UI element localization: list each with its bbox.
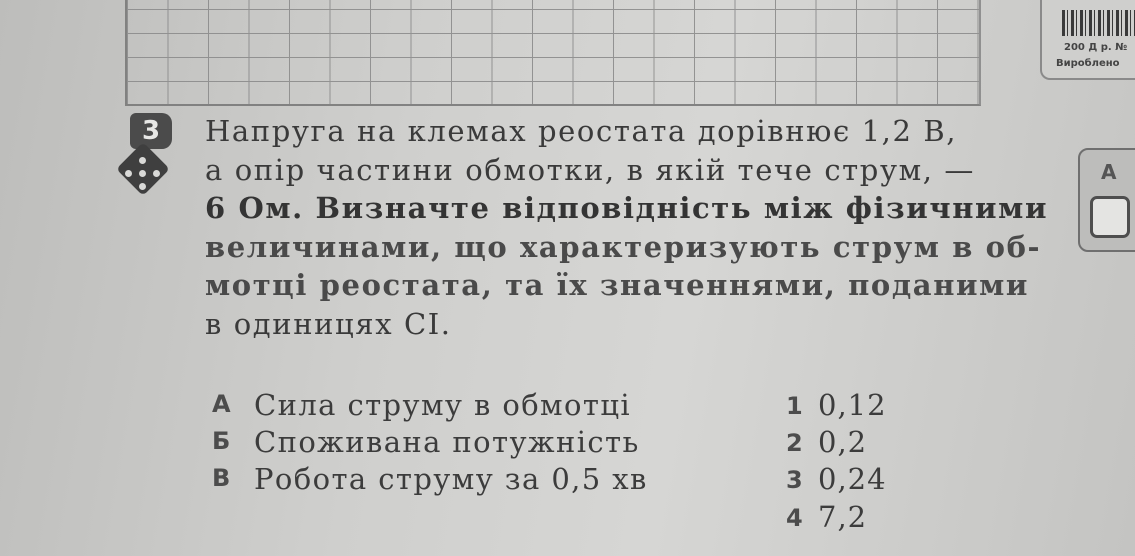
option-letter-a: А (212, 390, 231, 418)
task-question (205, 112, 1049, 343)
difficulty-dot-icon (125, 170, 132, 177)
question-line: 6 Ом. Визначте відповідність між фізичними (205, 191, 1049, 225)
option-text-v: Робота струму за 0,5 хв (254, 462, 648, 496)
value-text-2: 0,2 (818, 425, 868, 459)
answer-box-letter: А (1101, 160, 1117, 184)
option-letter-b: Б (212, 427, 231, 455)
answer-grid (125, 0, 981, 106)
question-line: в одиницях СІ. (205, 306, 452, 341)
question-line: величинами, що характеризують струм в об- (205, 229, 1042, 264)
value-text-4: 7,2 (818, 500, 868, 534)
difficulty-dot-icon (139, 170, 146, 177)
sticker-text-1: 200 Д р. № (1064, 42, 1128, 53)
option-text-b: Споживана потужність (254, 425, 640, 459)
value-number-1: 1 (786, 392, 803, 420)
option-text-a: Сила струму в обмотці (254, 388, 632, 422)
value-text-3: 0,24 (818, 462, 887, 496)
value-text-1: 0,12 (818, 388, 887, 422)
question-line: а опір частини обмотки, в якій тече струм, — (205, 152, 976, 187)
barcode-icon (1062, 10, 1135, 36)
difficulty-dot-icon (153, 170, 160, 177)
question-line: мотці реостата, та їх значеннями, поданими (205, 268, 1030, 302)
task-number-badge: 3 (130, 113, 172, 149)
difficulty-dot-icon (139, 183, 146, 190)
answer-cell[interactable] (1090, 196, 1130, 238)
value-number-2: 2 (786, 429, 803, 457)
value-number-4: 4 (786, 504, 803, 532)
difficulty-dot-icon (139, 157, 146, 164)
sticker-text-2: Вироблено (1056, 58, 1120, 69)
question-line: Напруга на клемах реостата дорівнює 1,2 В, (205, 114, 958, 148)
option-letter-v: В (212, 464, 231, 492)
value-number-3: 3 (786, 466, 803, 494)
